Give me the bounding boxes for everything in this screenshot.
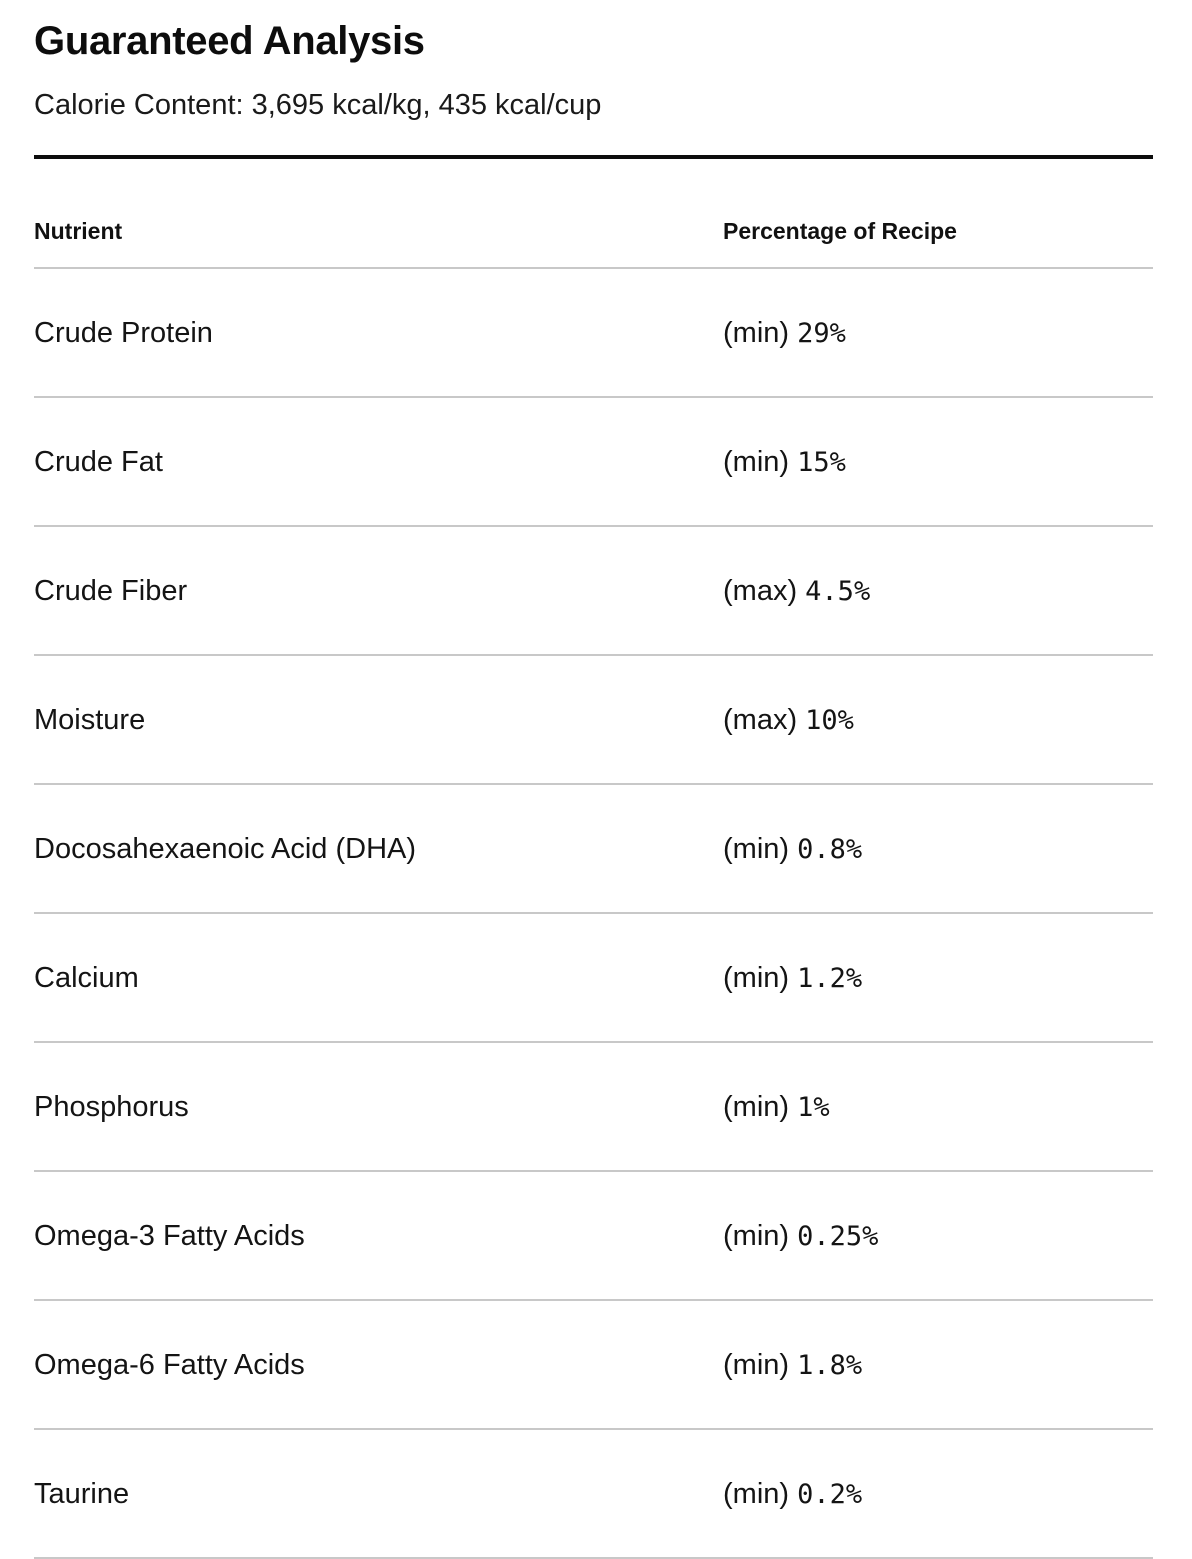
column-header-nutrient: Nutrient xyxy=(34,218,123,244)
percentage-value: 0.2% xyxy=(797,1479,863,1510)
column-header-percentage: Percentage of Recipe xyxy=(723,218,957,244)
nutrient-name: Crude Fat xyxy=(34,446,163,478)
nutrient-percentage xyxy=(723,702,854,739)
nutrient-percentage xyxy=(723,444,846,481)
qualifier: (min) xyxy=(723,446,790,478)
table-row xyxy=(34,785,1153,914)
nutrient-name: Taurine xyxy=(34,1478,130,1510)
nutrient-name: Crude Protein xyxy=(34,317,213,349)
percentage-value: 0.8% xyxy=(797,834,863,865)
percentage-value: 1% xyxy=(797,1092,830,1123)
nutrient-percentage xyxy=(723,1089,830,1126)
qualifier: (min) xyxy=(723,317,790,349)
nutrient-percentage xyxy=(723,831,862,868)
nutrient-name: Phosphorus xyxy=(34,1091,189,1123)
qualifier: (min) xyxy=(723,833,790,865)
percentage-value: 0.25% xyxy=(797,1221,879,1252)
qualifier: (min) xyxy=(723,1220,790,1252)
table-row xyxy=(34,656,1153,785)
qualifier: (min) xyxy=(723,1349,790,1381)
table-row xyxy=(34,269,1153,398)
page-title: Guaranteed Analysis xyxy=(34,19,425,63)
table-row xyxy=(34,1043,1153,1172)
percentage-value: 1.2% xyxy=(797,963,863,994)
nutrient-percentage xyxy=(723,1218,878,1255)
percentage-value: 29% xyxy=(797,318,846,349)
nutrient-percentage xyxy=(723,573,870,610)
qualifier: (min) xyxy=(723,1091,790,1123)
qualifier: (max) xyxy=(723,575,798,607)
nutrient-percentage xyxy=(723,960,862,997)
nutrient-name: Omega-6 Fatty Acids xyxy=(34,1349,305,1381)
table-row xyxy=(34,1301,1153,1430)
table-row xyxy=(34,1172,1153,1301)
nutrient-percentage xyxy=(723,315,846,352)
guaranteed-analysis-panel xyxy=(34,0,1153,1510)
nutrient-name: Docosahexaenoic Acid (DHA) xyxy=(34,833,417,865)
nutrient-name: Moisture xyxy=(34,704,146,736)
table-header xyxy=(34,159,1153,269)
calorie-content: Calorie Content: 3,695 kcal/kg, 435 kcal/cup xyxy=(34,89,602,121)
nutrient-percentage xyxy=(723,1476,862,1513)
table-row xyxy=(34,914,1153,1043)
qualifier: (max) xyxy=(723,704,798,736)
table-row xyxy=(34,398,1153,527)
nutrient-name: Crude Fiber xyxy=(34,575,188,607)
qualifier: (min) xyxy=(723,962,790,994)
percentage-value: 15% xyxy=(797,447,846,478)
percentage-value: 4.5% xyxy=(805,576,871,607)
table-row xyxy=(34,527,1153,656)
nutrient-name: Calcium xyxy=(34,962,139,994)
percentage-value: 10% xyxy=(805,705,854,736)
percentage-value: 1.8% xyxy=(797,1350,863,1381)
nutrient-table xyxy=(34,269,1153,1559)
qualifier: (min) xyxy=(723,1478,790,1510)
nutrient-percentage xyxy=(723,1347,862,1384)
table-row xyxy=(34,1430,1153,1559)
nutrient-name: Omega-3 Fatty Acids xyxy=(34,1220,305,1252)
